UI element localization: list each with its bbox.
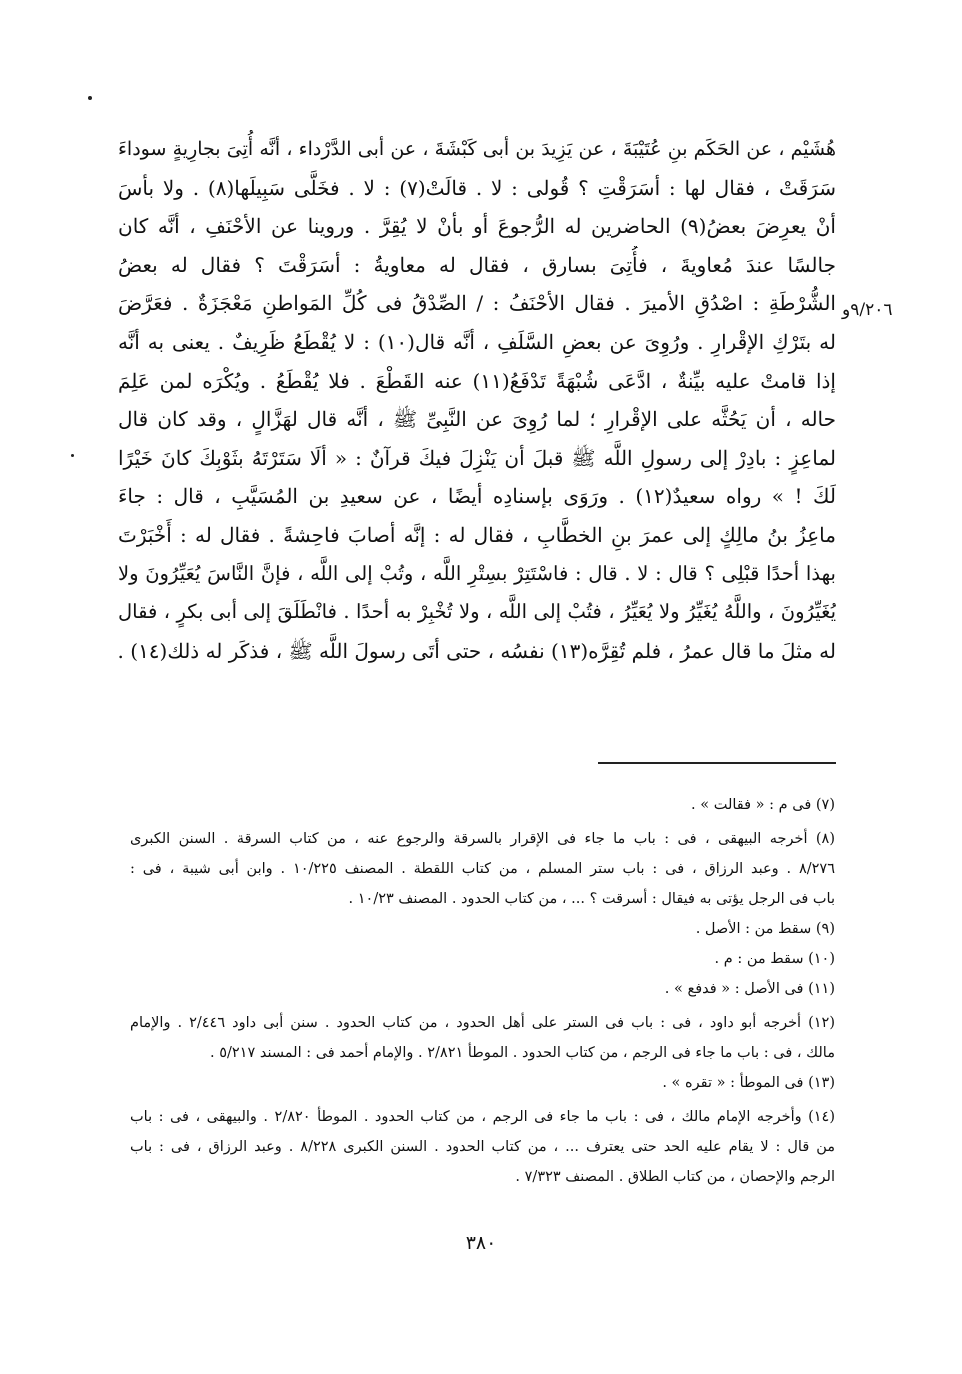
main-text-line: هُشَيْم ، عن الحَكَم بنِ عُتَيْبَةَ ، عن يَزِيدَ بن أبى كَبْشَةَ ، عن أبى الدَّرْداء ، أنَّه أُتِىَ بجارِيةٍ سوداءَ — [118, 138, 836, 160]
footnote-line: (١٢) أخرجه أبو داود ، فى : باب فى الستر على أهل الحدود ، من كتاب الحدود . سنن أبى داود ٢/٤٤٦ . والإمام — [130, 1015, 835, 1031]
footnote-line: (١١) فى الأصل : « فدفع » . — [664, 981, 835, 997]
main-text-line: بهذا أحدًا قبْلِى ؟ قال : لا . قال : فاسْتَتِرْ بسِتْرِ اللَّه ، وتُبْ إلى اللَّه ، فإنَّ النَّاسَ يُعَيِّرُونَ ولا — [118, 561, 836, 585]
main-text-block — [118, 130, 836, 670]
main-text-line: له مثلَ ما قال عمرُ ، فلم تُقِرَّه(١٣) نفسُه ، حتى أتَى رسولَ اللَّه ﷺ ، فذكَر له ذلك(١٤) . — [118, 638, 836, 663]
footnote-line: (١٠) سقط من : م . — [714, 951, 835, 967]
footnote-line: (٩) سقط من : الأصل . — [695, 921, 835, 937]
footnote-line: باب فى الرجل يؤتى به فيقال : أسرقت ؟ ... ، من كتاب الحدود . المصنف ١٠/٢٣ . — [348, 891, 835, 907]
footnote-line: (١٣) فى الموطأ : « تقره » . — [662, 1075, 835, 1091]
main-text-line: ماعِزُ بنُ مالِكٍ إلى عمرَ بنِ الخطَّابِ ، فقال له : إنَّه أصابَ فاحِشةً . فقال له : أَخْبَرْتَ — [118, 522, 836, 547]
main-text-line: يُغَيِّرُونَ ، واللَّهُ يُغَيِّرُ ولا يُعَيِّرُ ، فتُبْ إلى اللَّه ، ولا تُخْبِرْ به أحدًا . فانْطَلَقَ إلى أبى بكرٍ ، فقال — [118, 600, 836, 624]
footnote-line: مالك ، فى : باب ما جاء فى الرجم ، من كتاب الحدود . الموطأ ٢/٨٢١ . والإمام أحمد فى : المسند ٥/٢١٧ . — [209, 1045, 835, 1061]
main-text-line: إذا قامتْ عليه بيِّنةٌ ، ادَّعَى شُبْهَةً تَدْفَعُ(١١) عنه القَطْعَ . فلا يُقْطَعُ . ويُكْرَه لمن عَلِمَ — [118, 368, 836, 393]
footnotes-block — [130, 790, 835, 1192]
footnote-line: الرجم والإحصان ، من كتاب الطلاق . المصنف ٧/٣٢٣ . — [515, 1169, 835, 1185]
footnote-line: ٨/٢٧٦ . وعبد الرزاق ، فى : باب ستر المسلم ، من كتاب اللقطة . المصنف ١٠/٢٢٥ . وابن أبى شيبة ، فى : — [130, 861, 835, 877]
footnote-line: (٧) فى م : « فقالت » . — [691, 797, 835, 813]
main-text-line: حاله ، أن يَحُثَّه على الإقْرارِ ؛ لما رُوِىَ عن النَّبِىِّ ﷺ ، أنَّه قال لهَزَّالٍ ، وقد كان قال — [118, 407, 836, 432]
main-text-line: سَرَقَتْ ، فقال لها : أسَرَقْتِ ؟ قُولى : لا . قالَتْ(٧) : لا . فخَلَّى سَبِيلَها(٨) . ولا بأسَ — [118, 175, 836, 200]
main-text-line: له بتَرْكِ الإقْرارِ . ورُوِىَ عن بعضِ السَّلَفِ ، أنَّه قال(١٠) : لا يُقْطَعُ ظَرِيفٌ . يعنى به أنَّه — [118, 329, 836, 354]
margin-reference: ٩/٢٠٦و — [842, 300, 893, 320]
main-text-line: أنْ يعرِضَ بعضُ(٩) الحاضرين له الرُّجوعَ أو بأنْ لا يُقِرَّ . وروينا عن الأحْنَفِ ، أنَّه كان — [118, 214, 836, 239]
footnote-line: (٨) أخرجه البيهقى ، فى : باب ما جاء فى الإقرار بالسرقة والرجوع عنه ، من كتاب السرقة . السنن الكبرى — [130, 831, 835, 847]
main-text-line: جالسًا عندَ مُعاويةَ ، فأُتِىَ بسارق ، فقال له معاويةُ : أسَرَقْتَ ؟ فقال له بعضُ — [118, 252, 836, 277]
main-text-line: لَكَ ! » رواه سعيدٌ(١٢) . ورَوَى بإسنادِه أيضًا ، عن سعيدِ بن المُسَيَّبِ ، قال : جاءَ — [118, 484, 836, 509]
main-text-line: الشُّرْطَةِ : اصْدُقِ الأميرَ . فقال الأحْنَفُ : / الصِّدْقُ فى كُلِّ المَواطنِ مَعْجَزَةٌ . فعَرَّضَ — [118, 291, 836, 316]
footnote-divider — [598, 762, 836, 764]
footnote-line: من قال : لا يقام عليه الحد حتى يعترف ... ، من كتاب الحدود . السنن الكبرى ٨/٢٢٨ . وعبد الرزاق ، فى : باب — [130, 1139, 835, 1155]
footnote-line: (١٤) وأخرجه الإمام مالك ، فى : باب ما جاء فى الرجم ، من كتاب الحدود . الموطأ ٢/٨٢٠ . والبيهقى ، فى : باب — [130, 1109, 835, 1125]
scan-speck — [71, 454, 74, 457]
main-text-line: لماعِزٍ : بادِرْ إلى رسولِ اللَّه ﷺ قبلَ أن يَنْزِلَ فيكَ قرآنٌ : « ألَا سَتَرْتَهُ بثَوْبِكَ كانَ خَيْرًا — [118, 445, 836, 470]
scan-speck — [88, 96, 92, 100]
page-number: ٣٨٠ — [465, 1232, 497, 1254]
